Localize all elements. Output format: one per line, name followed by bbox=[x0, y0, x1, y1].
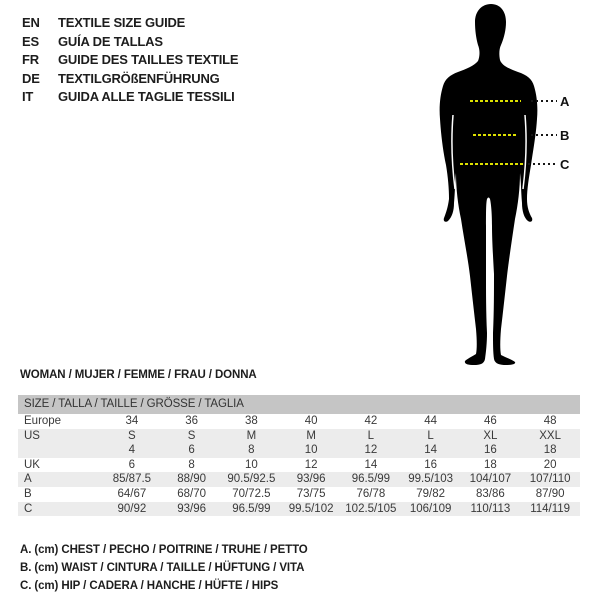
size-cell: XL bbox=[483, 429, 498, 442]
size-cell: 83/86 bbox=[475, 487, 505, 500]
size-cell: 106/109 bbox=[409, 502, 452, 515]
table-row bbox=[18, 458, 580, 473]
size-cell: 16 bbox=[424, 458, 438, 471]
lang-label: TEXTILE SIZE GUIDE bbox=[58, 15, 186, 30]
size-cell: 90.5/92.5 bbox=[227, 473, 276, 486]
lang-row-de bbox=[22, 70, 238, 89]
size-cell: 99.5/102 bbox=[288, 502, 334, 515]
size-cell: 36 bbox=[185, 415, 199, 427]
size-cell: 96.5/99 bbox=[351, 473, 391, 486]
size-cell: 34 bbox=[125, 415, 139, 427]
size-cell: 70/72.5 bbox=[232, 487, 271, 500]
marker-label-c: C bbox=[560, 157, 570, 172]
size-cell: 107/110 bbox=[529, 473, 571, 486]
size-cell: 18 bbox=[543, 444, 557, 457]
legend-chest: A. (cm) CHEST / PECHO / POITRINE / TRUHE / PETTO bbox=[20, 544, 308, 556]
size-cell: 46 bbox=[483, 415, 497, 427]
size-cell: 96.5/99 bbox=[232, 502, 271, 515]
size-cell: 99.5/103 bbox=[408, 473, 453, 486]
size-table-header: SIZE / TALLA / TAILLE / GRÖSSE / TAGLIA bbox=[18, 395, 580, 414]
size-cell: 102.5/105 bbox=[345, 502, 397, 515]
size-cell: 10 bbox=[304, 444, 318, 457]
lang-label: GUIDE DES TAILLES TEXTILE bbox=[58, 52, 239, 67]
row-label: UK bbox=[24, 458, 40, 471]
size-cell: 42 bbox=[364, 415, 378, 427]
size-cell: 8 bbox=[248, 444, 255, 457]
legend-hip: C. (cm) HIP / CADERA / HANCHE / HÜFTE / HIPS bbox=[20, 580, 279, 593]
hip-measure-line bbox=[460, 163, 524, 165]
lang-code: ES bbox=[22, 33, 39, 49]
size-cell: 114/119 bbox=[530, 502, 571, 515]
table-row bbox=[18, 502, 580, 517]
lang-row-it bbox=[22, 88, 238, 107]
row-label: US bbox=[24, 429, 40, 442]
size-cell: 12 bbox=[364, 444, 378, 457]
lang-code: EN bbox=[22, 15, 40, 30]
table-row bbox=[18, 429, 580, 444]
table-row bbox=[18, 487, 580, 502]
size-cell: 14 bbox=[364, 458, 378, 471]
size-cell: 88/90 bbox=[177, 473, 207, 486]
size-cell: S bbox=[128, 429, 136, 442]
row-label: Europe bbox=[24, 415, 62, 427]
size-cell: 12 bbox=[304, 458, 318, 471]
size-cell: 93/96 bbox=[296, 473, 326, 486]
size-cell: 93/96 bbox=[177, 502, 207, 515]
lang-row-fr bbox=[22, 51, 238, 70]
chest-measure-line bbox=[470, 100, 521, 102]
row-label: B bbox=[24, 487, 32, 500]
size-cell: 10 bbox=[244, 458, 258, 471]
size-cell: 18 bbox=[483, 458, 497, 471]
size-cell: M bbox=[306, 429, 316, 442]
legend-waist: B. (cm) WAIST / CINTURA / TAILLE / HÜFTUNG / VITA bbox=[20, 562, 305, 575]
size-cell: 20 bbox=[543, 458, 557, 471]
size-cell: 85/87.5 bbox=[112, 473, 152, 486]
size-cell: 4 bbox=[128, 444, 136, 457]
size-cell: 38 bbox=[244, 415, 258, 427]
size-table bbox=[18, 395, 580, 516]
lang-label: GUÍA DE TALLAS bbox=[58, 33, 163, 49]
table-row bbox=[18, 414, 580, 429]
size-cell: 76/78 bbox=[356, 487, 386, 500]
size-cell: L bbox=[367, 429, 375, 442]
size-cell: 90/92 bbox=[117, 502, 147, 515]
hip-leader-line bbox=[528, 163, 557, 165]
size-cell: 64/67 bbox=[117, 487, 147, 500]
row-label: C bbox=[24, 502, 33, 515]
size-cell: 73/75 bbox=[296, 487, 326, 500]
language-header bbox=[22, 14, 238, 107]
marker-label-b: B bbox=[560, 128, 570, 143]
marker-label-a: A bbox=[560, 94, 570, 109]
table-row bbox=[18, 472, 580, 487]
waist-measure-line bbox=[473, 134, 518, 136]
size-table-body bbox=[18, 414, 580, 516]
chest-leader-line bbox=[531, 100, 557, 102]
size-cell: 104/107 bbox=[469, 473, 512, 486]
size-cell: 48 bbox=[543, 415, 557, 427]
size-cell: 8 bbox=[188, 458, 195, 471]
size-cell: M bbox=[246, 429, 257, 442]
table-row bbox=[18, 443, 580, 458]
lang-code: FR bbox=[22, 52, 39, 67]
size-cell: 44 bbox=[424, 415, 438, 427]
row-label: A bbox=[24, 473, 32, 486]
lang-label: GUIDA ALLE TAGLIE TESSILI bbox=[58, 89, 235, 104]
size-cell: 14 bbox=[424, 444, 438, 457]
size-cell: 6 bbox=[128, 458, 136, 471]
lang-code: DE bbox=[22, 70, 40, 86]
size-cell: 87/90 bbox=[535, 487, 565, 500]
woman-silhouette-image bbox=[430, 3, 546, 365]
size-cell: 40 bbox=[304, 415, 318, 427]
lang-row-es bbox=[22, 33, 238, 52]
size-cell: S bbox=[187, 429, 196, 442]
size-cell: L bbox=[427, 429, 434, 442]
size-cell: 110/113 bbox=[470, 502, 511, 515]
measurement-legend bbox=[20, 541, 308, 596]
lang-row-en bbox=[22, 14, 238, 33]
lang-label: TEXTILGRÖßENFÜHRUNG bbox=[58, 70, 220, 86]
size-cell: 16 bbox=[483, 444, 497, 457]
waist-leader-line bbox=[531, 134, 557, 136]
size-cell: 68/70 bbox=[177, 487, 207, 500]
size-cell: 79/82 bbox=[416, 487, 446, 500]
size-cell: XXL bbox=[539, 429, 561, 442]
table-title: WOMAN / MUJER / FEMME / FRAU / DONNA bbox=[20, 369, 257, 381]
size-cell: 6 bbox=[188, 444, 195, 457]
lang-code: IT bbox=[22, 89, 34, 104]
